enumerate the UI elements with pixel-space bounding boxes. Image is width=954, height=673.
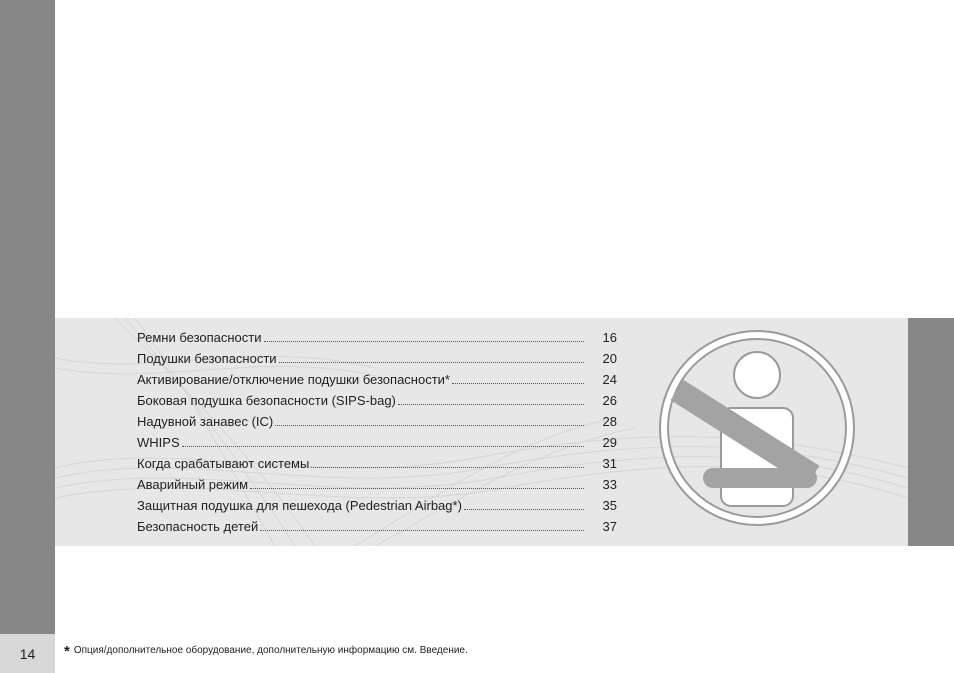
toc-item-title: Боковая подушка безопасности (SIPS-bag): [137, 393, 396, 408]
toc-item[interactable]: [137, 432, 617, 453]
seatbelt-icon: [657, 328, 857, 528]
page-number: 14: [0, 634, 55, 673]
table-of-contents: [137, 327, 617, 537]
toc-leader-dots: [275, 424, 584, 426]
seatbelt-icon-graphic: [657, 328, 857, 528]
toc-item-page: 26: [602, 393, 617, 408]
toc-item[interactable]: [137, 390, 617, 411]
toc-item-page: 33: [602, 477, 617, 492]
footnote-marker: *: [64, 643, 70, 660]
toc-item-page: 24: [602, 372, 617, 387]
toc-leader-dots: [452, 382, 584, 384]
toc-leader-dots: [279, 361, 584, 363]
toc-item-page: 28: [602, 414, 617, 429]
toc-item[interactable]: [137, 495, 617, 516]
toc-item[interactable]: [137, 369, 617, 390]
toc-item-title: Безопасность детей: [137, 519, 259, 534]
toc-leader-dots: [250, 487, 584, 489]
toc-item-page: 29: [602, 435, 617, 450]
toc-item[interactable]: [137, 474, 617, 495]
toc-item-title: Надувной занавес (IC): [137, 414, 274, 429]
footnote-text: Опция/дополнительное оборудование, дополнительную информацию см. Введение.: [73, 645, 468, 656]
toc-leader-dots: [260, 529, 584, 531]
toc-leader-dots: [264, 340, 584, 342]
toc-leader-dots: [311, 466, 584, 468]
toc-item[interactable]: [137, 516, 617, 537]
toc-item[interactable]: [137, 327, 617, 348]
footnote: [64, 643, 468, 660]
toc-item-title: Аварийный режим: [137, 477, 249, 492]
toc-item-page: 31: [602, 456, 617, 471]
left-side-bar: [0, 0, 55, 673]
toc-item[interactable]: [137, 411, 617, 432]
toc-leader-dots: [398, 403, 584, 405]
toc-leader-dots: [464, 508, 584, 510]
toc-item-title: Когда срабатывают системы: [137, 456, 310, 471]
toc-leader-dots: [182, 445, 584, 447]
right-chapter-tab: [908, 318, 954, 546]
toc-item-title: Защитная подушка для пешехода (Pedestrian Airbag*): [137, 498, 462, 513]
toc-item-title: Ремни безопасности: [137, 330, 262, 345]
toc-item-page: 20: [602, 351, 617, 366]
toc-item-page: 35: [602, 498, 617, 513]
toc-item[interactable]: [137, 453, 617, 474]
toc-item-title: WHIPS: [137, 435, 180, 450]
toc-item-title: Активирование/отключение подушки безопасности*: [137, 372, 450, 387]
toc-item-page: 16: [602, 330, 617, 345]
toc-item-title: Подушки безопасности: [137, 351, 277, 366]
toc-item-page: 37: [602, 519, 617, 534]
toc-item[interactable]: [137, 348, 617, 369]
